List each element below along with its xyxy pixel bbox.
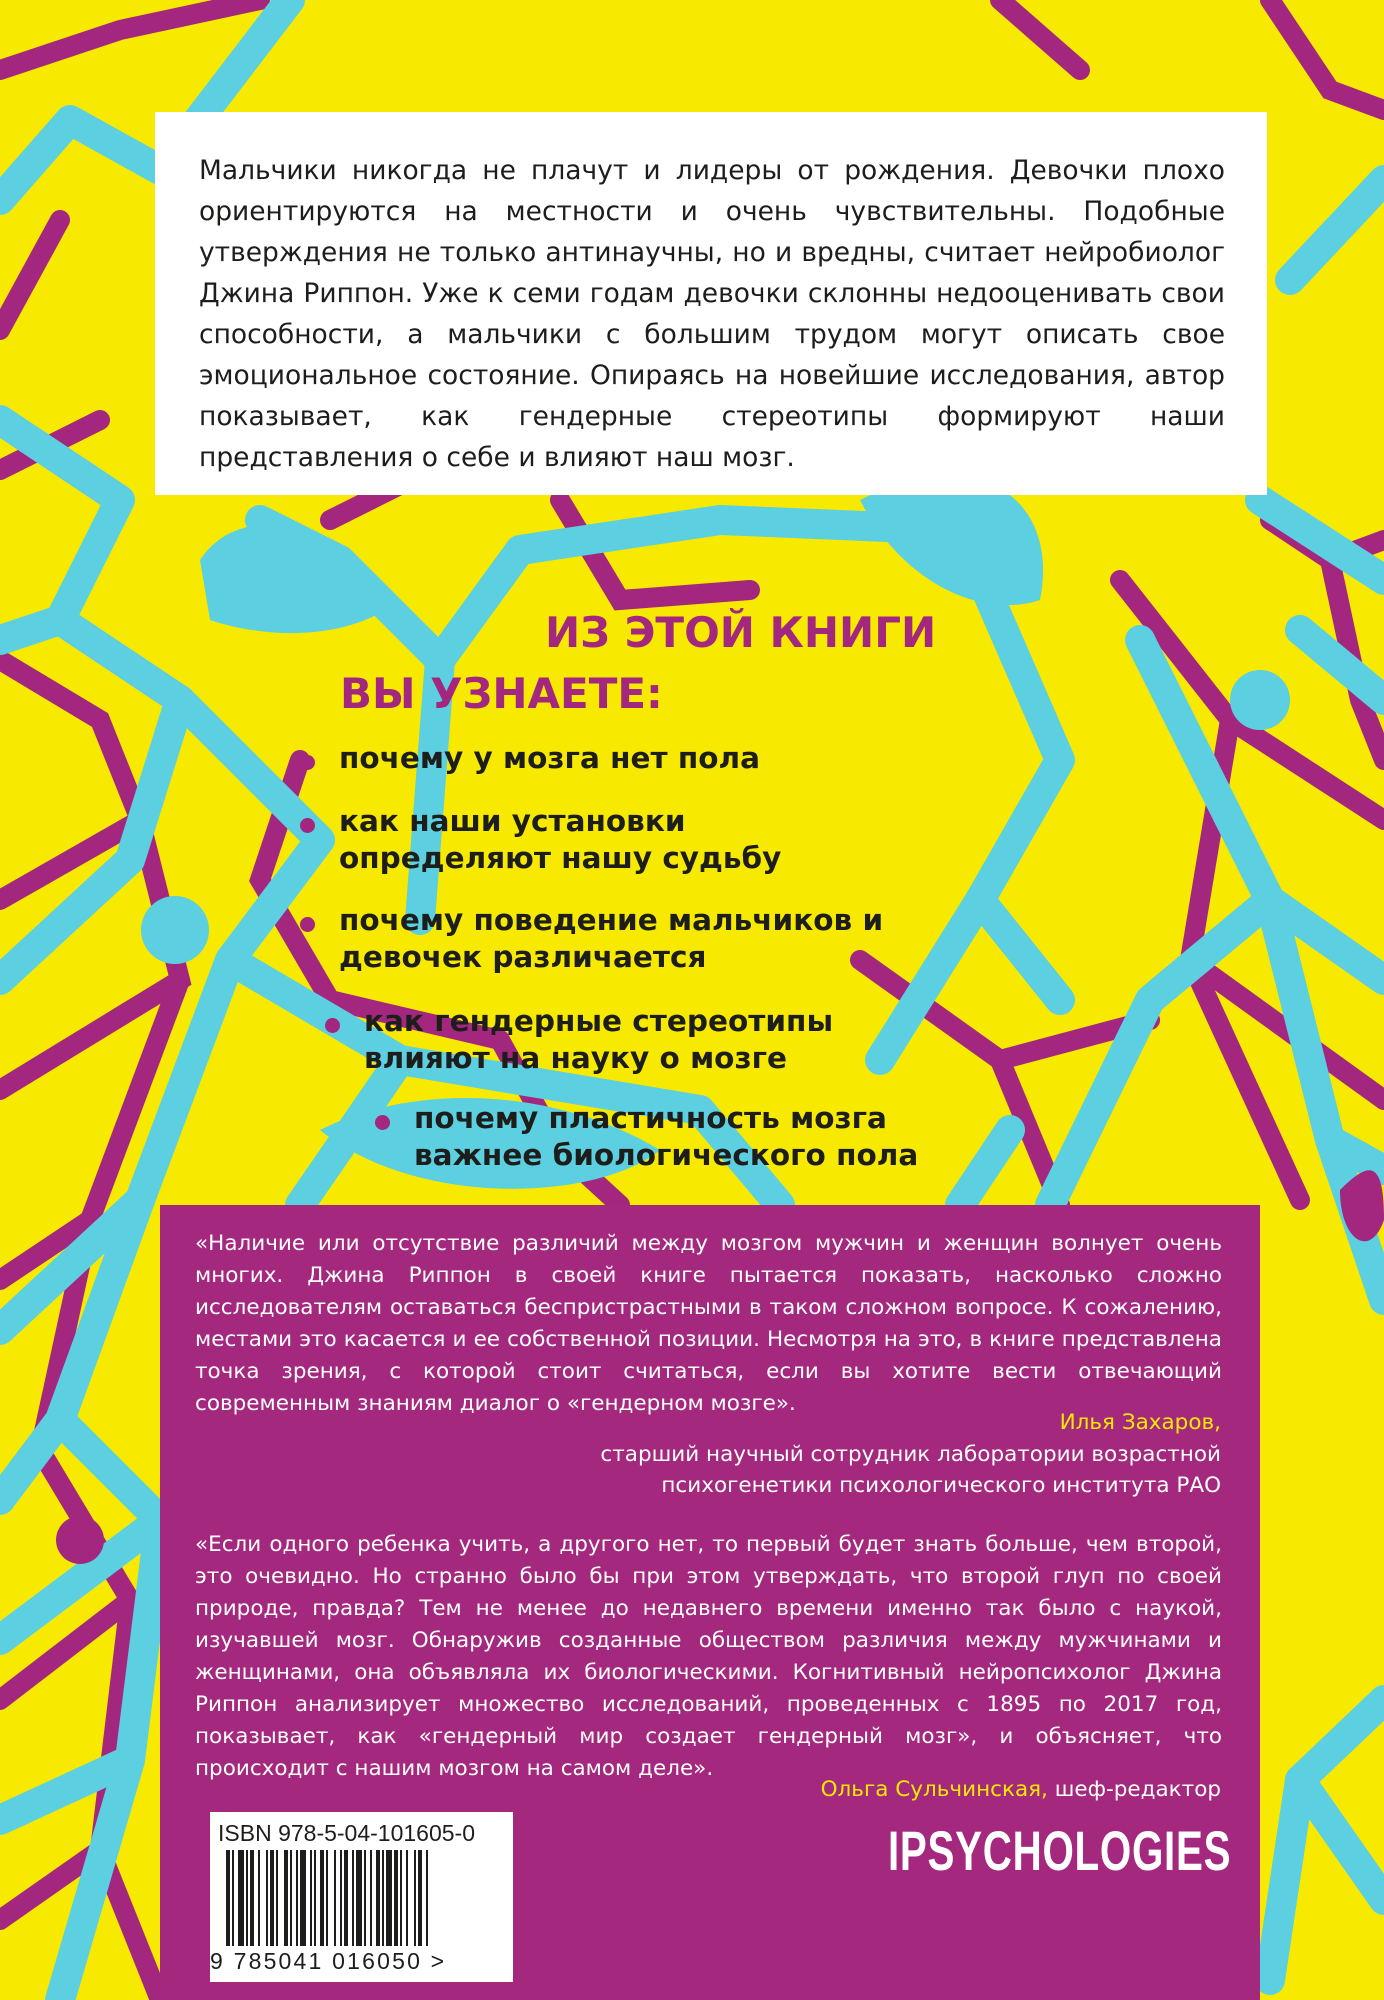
barcode-bar <box>364 1850 366 1946</box>
barcode-bar <box>226 1850 230 1946</box>
learn-heading-line2: ВЫ УЗНАЕТЕ: <box>340 669 663 718</box>
isbn-barcode <box>210 1812 513 1982</box>
review-author-2 <box>821 1774 1221 1806</box>
bullet-dot-icon <box>375 1115 390 1130</box>
barcode-bar <box>356 1850 362 1946</box>
barcode-bar <box>284 1850 288 1946</box>
barcode-bar <box>296 1850 298 1946</box>
bullet-text: как наши установки определяют нашу судьбу <box>339 804 782 875</box>
isbn-label: ISBN 978-5-04-101605-0 <box>218 1820 475 1846</box>
barcode-bar <box>320 1850 324 1946</box>
barcode-bar <box>258 1850 260 1946</box>
bullet-dot-icon <box>300 818 315 833</box>
barcode-bar <box>340 1850 342 1946</box>
barcode-bar <box>382 1850 384 1946</box>
barcode-bar <box>238 1850 244 1946</box>
review-author-role: шеф-редактор <box>1047 1777 1221 1802</box>
barcode-bar <box>370 1850 372 1946</box>
bullet-dot-icon <box>325 1018 340 1033</box>
review-author-role-1b: психогенетики психологического института РАО <box>661 1473 1221 1498</box>
learn-bullet-item <box>300 740 939 777</box>
review-author-name: Илья Захаров, <box>1059 1410 1221 1435</box>
barcode-bar <box>344 1850 348 1946</box>
logo-text: PSYCHOLOGIES <box>899 1819 1232 1882</box>
barcode-bar <box>426 1850 428 1946</box>
barcode-bar <box>276 1850 278 1946</box>
barcode-bar <box>394 1850 398 1946</box>
bullet-dot-icon <box>300 755 315 770</box>
bullet-text: почему у мозга нет пола <box>339 741 761 775</box>
barcode-bar <box>386 1850 392 1946</box>
review-quote-1: «Наличие или отсутствие различий между мозгом мужчин и женщин волнует очень многих. Джина Риппон в своей книге пытается показать, насколько сложно исследователям оставаться беспристрастными в таком сложном вопросе. К сожалению, местами это касается и ее собственной позиции. Несмотря на это, в книге представлена точка зрения, с которой стоит считаться, если вы хотите вести отвечающий современным знаниям диалог о «гендерном мозге». <box>195 1231 1222 1416</box>
barcode-bar <box>290 1850 292 1946</box>
barcode-digits: 9 785041 016050 > <box>210 1948 447 1974</box>
barcode-bar <box>406 1850 408 1946</box>
barcode-bars <box>226 1850 496 1946</box>
review-author-1 <box>1060 1407 1221 1439</box>
barcode-bar <box>250 1850 254 1946</box>
review-author-name: Ольга Сульчинская, <box>820 1777 1048 1802</box>
description-panel <box>155 112 1267 495</box>
learn-bullet-item <box>300 803 899 877</box>
barcode-bar <box>334 1850 336 1946</box>
review-author-role-1a: старший научный сотрудник лаборатории возрастной <box>600 1442 1221 1467</box>
barcode-bar <box>232 1850 234 1946</box>
barcode-bar <box>400 1850 402 1946</box>
learn-bullet-item <box>375 1100 934 1174</box>
barcode-bar <box>270 1850 274 1946</box>
barcode-bar <box>414 1850 416 1946</box>
book-description: Мальчики никогда не плачут и лидеры от рождения. Девочки плохо ориентируются на местности и очень чувствительны. Подобные утверждения не только антинаучны, но и вредны, считает нейробиолог Джина Риппон. Уже к семи годам девочки склонны недооценивать свои способности, а мальчики с большим трудом могут описать свое эмоциональное состояние. Опираясь на новейшие исследования, автор показывает, как гендерные стереотипы формируют наши представления о себе и влияют наш мозг. <box>199 155 1225 473</box>
learn-bullet-item <box>300 902 899 976</box>
barcode-bar <box>326 1850 328 1946</box>
barcode-bar <box>314 1850 316 1946</box>
barcode-bar <box>418 1850 422 1946</box>
bullet-text: почему поведение мальчиков и девочек различается <box>339 903 884 974</box>
learn-bullet-item <box>325 1003 904 1077</box>
bullet-text: как гендерные стереотипы влияют на науку о мозге <box>364 1004 834 1075</box>
barcode-bar <box>300 1850 306 1946</box>
barcode-bar <box>246 1850 248 1946</box>
barcode-bar <box>376 1850 380 1946</box>
bullet-dot-icon <box>300 917 315 932</box>
bullet-text: почему пластичность мозга важнее биологического пола <box>414 1101 919 1172</box>
learn-heading-line1: ИЗ ЭТОЙ КНИГИ <box>545 608 937 657</box>
barcode-bar <box>352 1850 354 1946</box>
barcode-bar <box>266 1850 268 1946</box>
review-quote-2: «Если одного ребенка учить, а другого нет, то первый будет знать больше, чем второй, это очевидно. Но странно было бы при этом утверждать, что второй глуп по своей природе, правда? Тем не менее до недавнего времени именно так было с наукой, изучавшей мозг. Обнаружив созданные обществом различия между мужчинами и женщинами, она объявляла их биологическими. Когнитивный нейропсихолог Джина Риппон анализирует множество исследований, проведенных с 1895 по 2017 год, показывает, как «гендерный мир создает гендерный мозг», и объясняет, что происходит с нашим мозгом на самом деле». <box>195 1532 1222 1781</box>
barcode-bar <box>310 1850 312 1946</box>
psychologies-logo: IPSYCHOLOGIES <box>888 1819 1232 1882</box>
